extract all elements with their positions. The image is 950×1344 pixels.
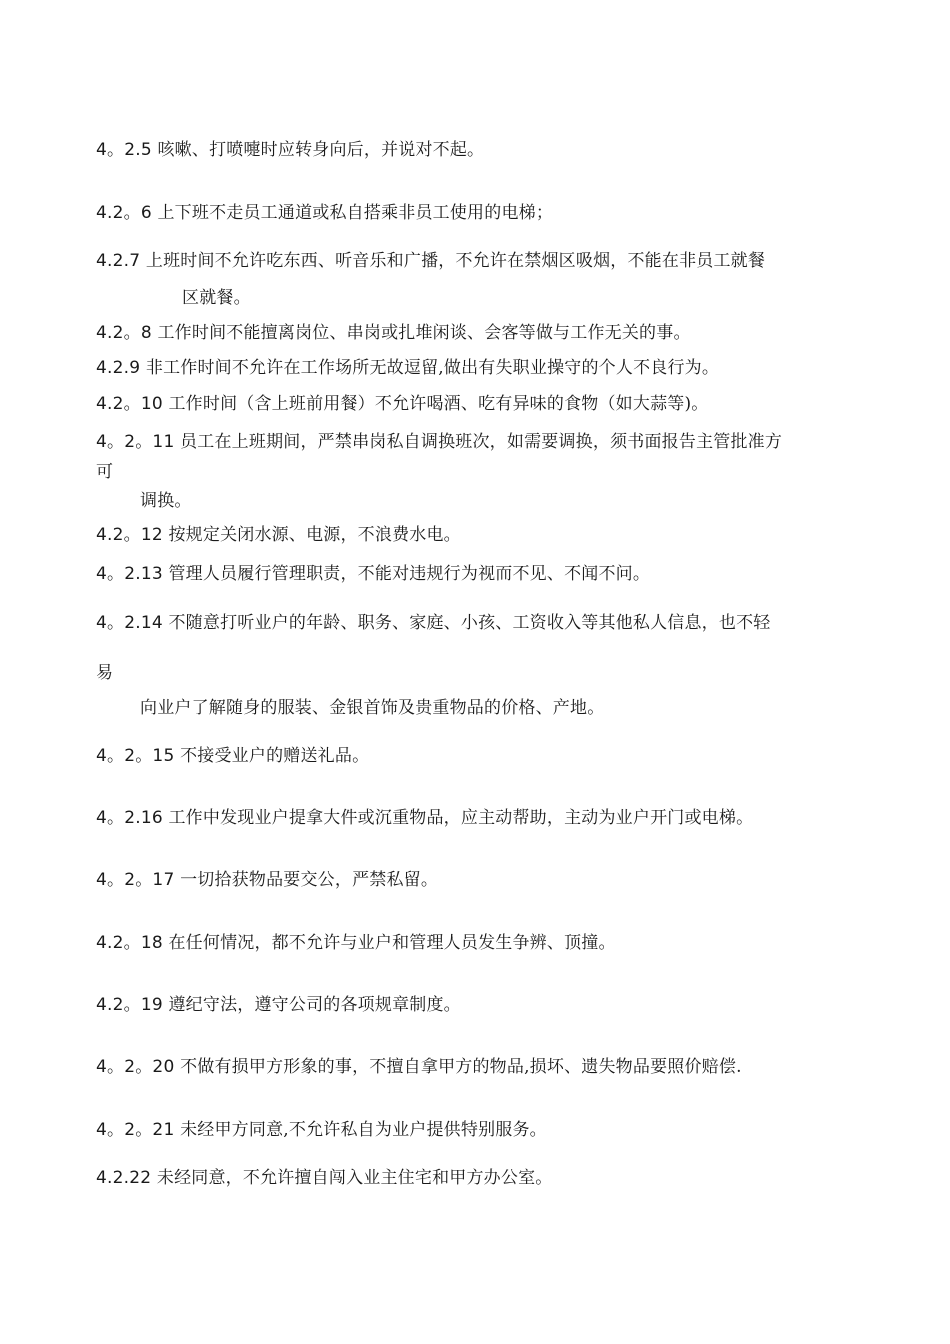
rule-4-2-11-wrap: 可 bbox=[96, 462, 114, 482]
rule-4-2-17 bbox=[96, 869, 438, 891]
rule-number: 4.2。12 bbox=[96, 525, 163, 545]
rule-text: 在任何情况，都不允许与业户和管理人员发生争辨、顶撞。 bbox=[162, 933, 616, 953]
rule-4-2-6 bbox=[96, 202, 553, 224]
rule-text: 上班时间不允许吃东西、听音乐和广播，不允许在禁烟区吸烟，不能在非员工就餐 bbox=[140, 251, 766, 271]
rule-text: 不接受业户的赠送礼品。 bbox=[174, 746, 370, 766]
rule-number: 4。2。20 bbox=[96, 1057, 175, 1077]
rule-text: 不做有损甲方形象的事，不擅自拿甲方的物品,损坏、遗失物品要照价赔偿. bbox=[174, 1057, 742, 1077]
rule-text: 上下班不走员工通道或私自搭乘非员工使用的电梯； bbox=[151, 203, 554, 223]
rule-4-2-14 bbox=[96, 612, 770, 634]
rule-lead: 管理人员 bbox=[162, 564, 238, 584]
rule-4-2-5 bbox=[96, 139, 484, 161]
rule-text: 咳嗽、打喷嚏时应转身向后，并说对不起。 bbox=[151, 140, 485, 160]
rule-text: 非工作时间不允许在工作场所无故逗留,做出有失职业操守的个人不良行为。 bbox=[140, 358, 720, 378]
rule-text: 未经甲方同意,不允许私自为业户提供特别服务。 bbox=[174, 1120, 547, 1140]
rule-text: 履行管理职责，不能对违规行为视而不见、不闻不问。 bbox=[237, 564, 651, 584]
rule-text: 不随意打听业户的年龄、职务、家庭、小孩、工资收入等其他私人信息，也不轻 bbox=[162, 613, 771, 633]
rule-text: 未经同意，不允许擅自闯入业主住宅和甲方办公室。 bbox=[151, 1168, 553, 1188]
rule-number: 4.2.9 bbox=[96, 358, 141, 378]
rule-4-2-18 bbox=[96, 932, 616, 954]
rule-number: 4.2。18 bbox=[96, 933, 163, 953]
rule-4-2-8 bbox=[96, 322, 691, 344]
rule-text: 员工在上班期间，严禁串岗私自调换班次，如需要调换，须书面报告主管批准方 bbox=[174, 432, 783, 452]
rule-4-2-15 bbox=[96, 745, 369, 767]
rule-number: 4。2。15 bbox=[96, 746, 175, 766]
rule-4-2-14-continuation: 向业户了解随身的服装、金银首饰及贵重物品的价格、产地。 bbox=[140, 698, 605, 718]
rule-4-2-7-continuation: 区就餐。 bbox=[182, 288, 251, 308]
rule-4-2-11-continuation: 调换。 bbox=[140, 491, 192, 511]
rule-4-2-20 bbox=[96, 1056, 742, 1078]
rule-text: 工作中发现业户提拿大件或沉重物品，应主动帮助，主动为业户开门或电梯。 bbox=[162, 808, 754, 828]
rule-text: 一切拾获物品要交公，严禁私留。 bbox=[174, 870, 439, 890]
rule-4-2-12 bbox=[96, 524, 461, 546]
rule-4-2-10 bbox=[96, 393, 709, 415]
rule-number: 4。2.14 bbox=[96, 613, 163, 633]
rule-number: 4.2。10 bbox=[96, 394, 163, 414]
rule-number: 4。2.13 bbox=[96, 564, 163, 584]
rule-number: 4.2。6 bbox=[96, 203, 152, 223]
rule-number: 4。2。11 bbox=[96, 432, 175, 452]
rule-4-2-7 bbox=[96, 250, 765, 272]
rule-number: 4.2.7 bbox=[96, 251, 141, 271]
rule-text: 按规定关闭水源、电源，不浪费水电。 bbox=[162, 525, 461, 545]
rule-4-2-16 bbox=[96, 807, 753, 829]
rule-number: 4。2。17 bbox=[96, 870, 175, 890]
rule-4-2-9 bbox=[96, 357, 719, 379]
rule-number: 4。2。21 bbox=[96, 1120, 175, 1140]
rule-number: 4.2.22 bbox=[96, 1168, 152, 1188]
rule-4-2-21 bbox=[96, 1119, 547, 1141]
rule-4-2-13 bbox=[96, 563, 650, 585]
rule-4-2-19 bbox=[96, 994, 461, 1016]
rule-number: 4。2.5 bbox=[96, 140, 152, 160]
rule-number: 4。2.16 bbox=[96, 808, 163, 828]
rule-4-2-22 bbox=[96, 1167, 552, 1189]
rule-4-2-11 bbox=[96, 431, 782, 453]
rule-4-2-14-wrap: 易 bbox=[96, 663, 114, 683]
rule-text: 工作时间（含上班前用餐）不允许喝酒、吃有异味的食物（如大蒜等)。 bbox=[162, 394, 709, 414]
rule-number: 4.2。8 bbox=[96, 323, 152, 343]
rule-text: 遵纪守法，遵守公司的各项规章制度。 bbox=[162, 995, 461, 1015]
rule-text: 工作时间不能擅离岗位、串岗或扎堆闲谈、会客等做与工作无关的事。 bbox=[151, 323, 691, 343]
rule-number: 4.2。19 bbox=[96, 995, 163, 1015]
